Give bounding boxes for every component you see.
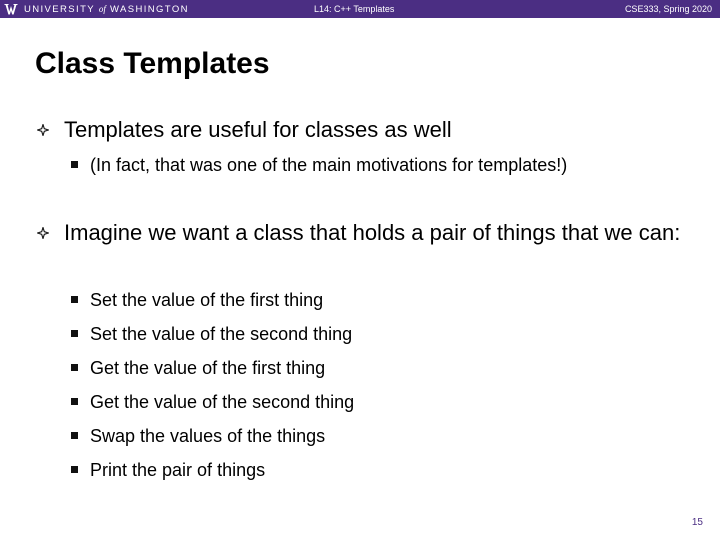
square-bullet-icon: [71, 432, 78, 439]
bullet-text: Imagine we want a class that holds a pair of things that we can:: [64, 220, 681, 245]
uw-logo-icon: [4, 2, 18, 16]
sub-bullet-text: Get the value of the first thing: [90, 358, 326, 378]
university-name-pre: UNIVERSITY: [24, 4, 95, 15]
page-number: 15: [691, 517, 703, 528]
sub-bullet-text: Set the value of the first thing: [90, 290, 324, 310]
square-bullet-icon: [71, 364, 78, 371]
diamond-bullet-icon: [37, 227, 49, 239]
square-bullet-icon: [71, 398, 78, 405]
diamond-bullet-icon: [37, 124, 49, 136]
lecture-title: L14: C++ Templates: [314, 4, 395, 14]
square-bullet-icon: [71, 296, 78, 303]
university-name-post: WASHINGTON: [109, 4, 189, 15]
sub-bullet-text: (In fact, that was one of the main motivations for templates!): [90, 155, 568, 175]
course-info: CSE333, Spring 2020: [624, 4, 712, 14]
sub-bullet-text: Print the pair of things: [90, 460, 266, 480]
university-name-of: of: [98, 4, 106, 14]
bullet-text: Templates are useful for classes as well: [64, 117, 452, 142]
sub-bullet-text: Get the value of the second thing: [90, 392, 355, 412]
university-name: [24, 3, 189, 16]
sub-bullet-text: Set the value of the second thing: [90, 324, 353, 344]
sub-bullet-text: Swap the values of the things: [90, 426, 326, 446]
square-bullet-icon: [71, 161, 78, 168]
square-bullet-icon: [71, 330, 78, 337]
slide-title: Class Templates: [35, 47, 270, 80]
header-bar: [0, 0, 720, 18]
square-bullet-icon: [71, 466, 78, 473]
